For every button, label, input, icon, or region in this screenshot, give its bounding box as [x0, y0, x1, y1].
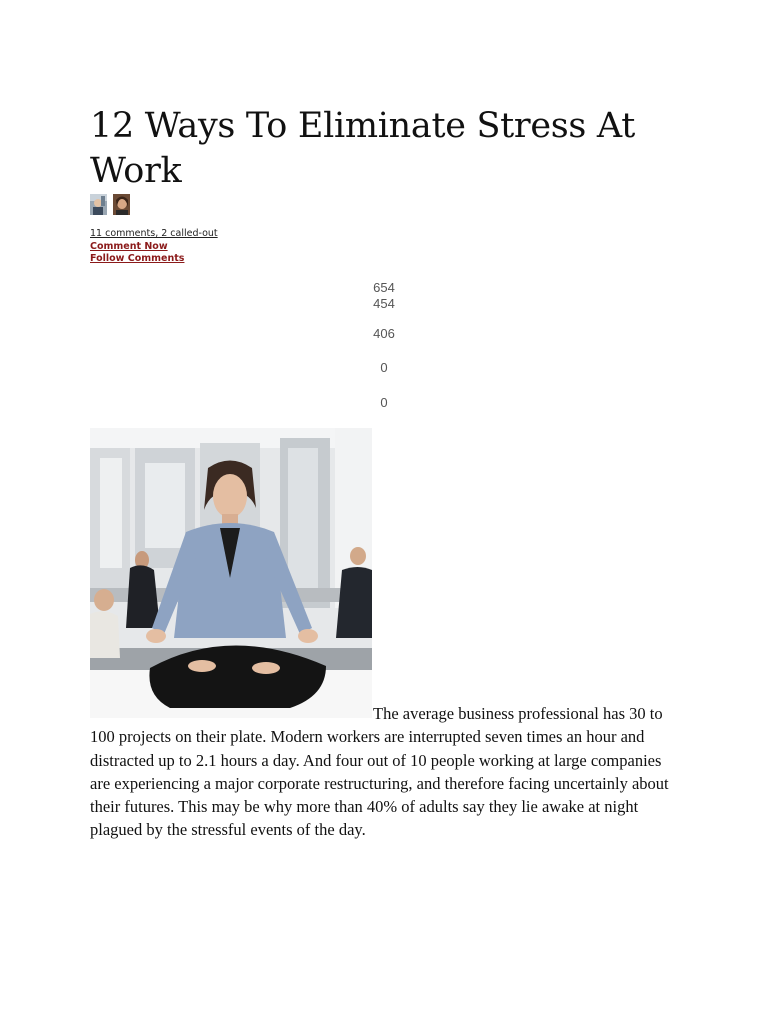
article-title: 12 Ways To Eliminate Stress At Work: [90, 106, 636, 191]
share-count: 654: [373, 280, 395, 295]
share-count: 454: [373, 296, 395, 311]
author-avatar-2[interactable]: [113, 194, 130, 215]
article-photo: [90, 428, 372, 718]
share-count: 406: [373, 326, 395, 341]
comment-now-link[interactable]: Comment Now: [90, 240, 168, 252]
share-count: 0: [380, 360, 388, 375]
author-avatar-1[interactable]: [90, 194, 107, 215]
body-paragraph: The average business professional has 30 to 100 projects on their plate. Modern workers are interrupted seven times an hour and distracted up to 2.1 hours a day. And four out of 10 people working at large companies are experiencing a major corporate restructuring, and therefore facing uncertainly about their futures. This may be why more than 40% of adults say they lie awake at night plagued by the stressful events of the day.: [90, 704, 669, 840]
article-body: [90, 702, 680, 842]
comments-count-link[interactable]: 11 comments, 2 called-out: [90, 228, 218, 239]
follow-comments-link[interactable]: Follow Comments: [90, 253, 185, 264]
article-meta: [90, 228, 218, 266]
share-count: 0: [380, 395, 388, 410]
author-avatars: [90, 194, 131, 215]
